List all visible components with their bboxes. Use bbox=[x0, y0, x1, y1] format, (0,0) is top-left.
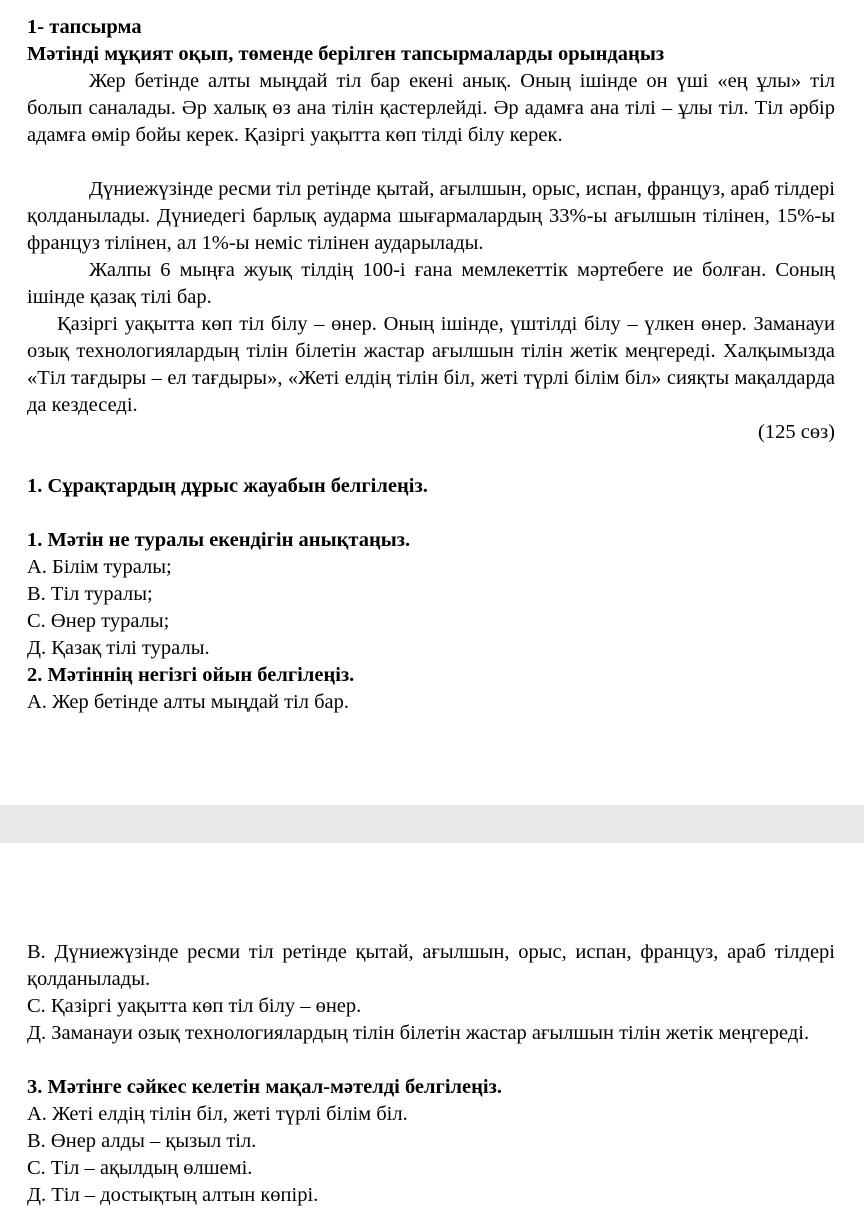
question-1-option-c: С. Өнер туралы; bbox=[27, 610, 170, 632]
word-count: (125 сөз) bbox=[758, 421, 835, 443]
question-3-option-a: А. Жеті елдің тілін біл, жеті түрлі білім біл. bbox=[27, 1103, 408, 1125]
question-1-option-a: А. Білім туралы; bbox=[27, 556, 172, 578]
question-3-option-c: С. Тіл – ақылдың өлшемі. bbox=[27, 1157, 253, 1179]
question-1-option-b: В. Тіл туралы; bbox=[27, 583, 153, 605]
text-paragraph-1: Жер бетінде алты мыңдай тіл бар екені анық. Оның ішінде он үші «ең ұлы» тіл болып саналады. Әр халық өз ана тілін қастерлейді. Әр адамға ана тілі – ұлы тіл. Тіл әрбір адамға өмір бойы керек. Қазіргі уақытта көп тілді білу керек. bbox=[27, 70, 835, 146]
text-paragraph-4: Қазіргі уақытта көп тіл білу – өнер. Оның ішінде, үштілді білу – үлкен өнер. Заманауи озық технологиялардың тілін білетін жастар ағылшын тілін жетік меңгереді. Халқымызда «Тіл тағдыры – ел тағдыры», «Жеті елдің тілін біл, жеті түрлі білім біл» сияқты мақалдарда да кездеседі. bbox=[27, 313, 835, 416]
question-2-option-a: А. Жер бетінде алты мыңдай тіл бар. bbox=[27, 691, 350, 713]
question-2-title: 2. Мәтіннің негізгі ойын белгілеңіз. bbox=[27, 664, 355, 686]
text-paragraph-3: Жалпы 6 мыңға жуық тілдің 100-і ғана мемлекеттік мәртебеге ие болған. Соның ішінде қазақ тілі бар. bbox=[27, 259, 835, 308]
question-3-option-b: В. Өнер алды – қызыл тіл. bbox=[27, 1130, 257, 1152]
question-3-option-d: Д. Тіл – достықтың алтын көпірі. bbox=[27, 1184, 319, 1206]
task-title: 1- тапсырма bbox=[27, 16, 142, 38]
question-3-title: 3. Мәтінге сәйкес келетін мақал-мәтелді белгілеңіз. bbox=[27, 1076, 502, 1098]
page-separator bbox=[0, 805, 864, 843]
section-title: 1. Сұрақтардың дұрыс жауабын белгілеңіз. bbox=[27, 475, 428, 497]
document-page-2 bbox=[0, 843, 864, 1229]
question-2-option-c: С. Қазіргі уақытта көп тіл білу – өнер. bbox=[27, 995, 362, 1017]
question-2-option-b: В. Дүниежүзінде ресми тіл ретінде қытай, ағылшын, орыс, испан, француз, араб тілдері қолданылады. bbox=[27, 941, 835, 990]
question-1-title: 1. Мәтін не туралы екендігін анықтаңыз. bbox=[27, 529, 411, 551]
question-1-option-d: Д. Қазақ тілі туралы. bbox=[27, 637, 210, 659]
text-paragraph-2: Дүниежүзінде ресми тіл ретінде қытай, ағылшын, орыс, испан, француз, араб тілдері қолданылады. Дүниедегі барлық аударма шығармалардың 33%-ы ағылшын тілінен, 15%-ы француз тілінен, ал 1%-ы неміс тілінен аударылады. bbox=[27, 178, 835, 254]
task-instruction: Мәтінді мұқият оқып, төменде берілген тапсырмаларды орындаңыз bbox=[27, 43, 665, 65]
question-2-option-d: Д. Заманауи озық технологиялардың тілін білетін жастар ағылшын тілін жетік меңгереді. bbox=[27, 1022, 810, 1044]
